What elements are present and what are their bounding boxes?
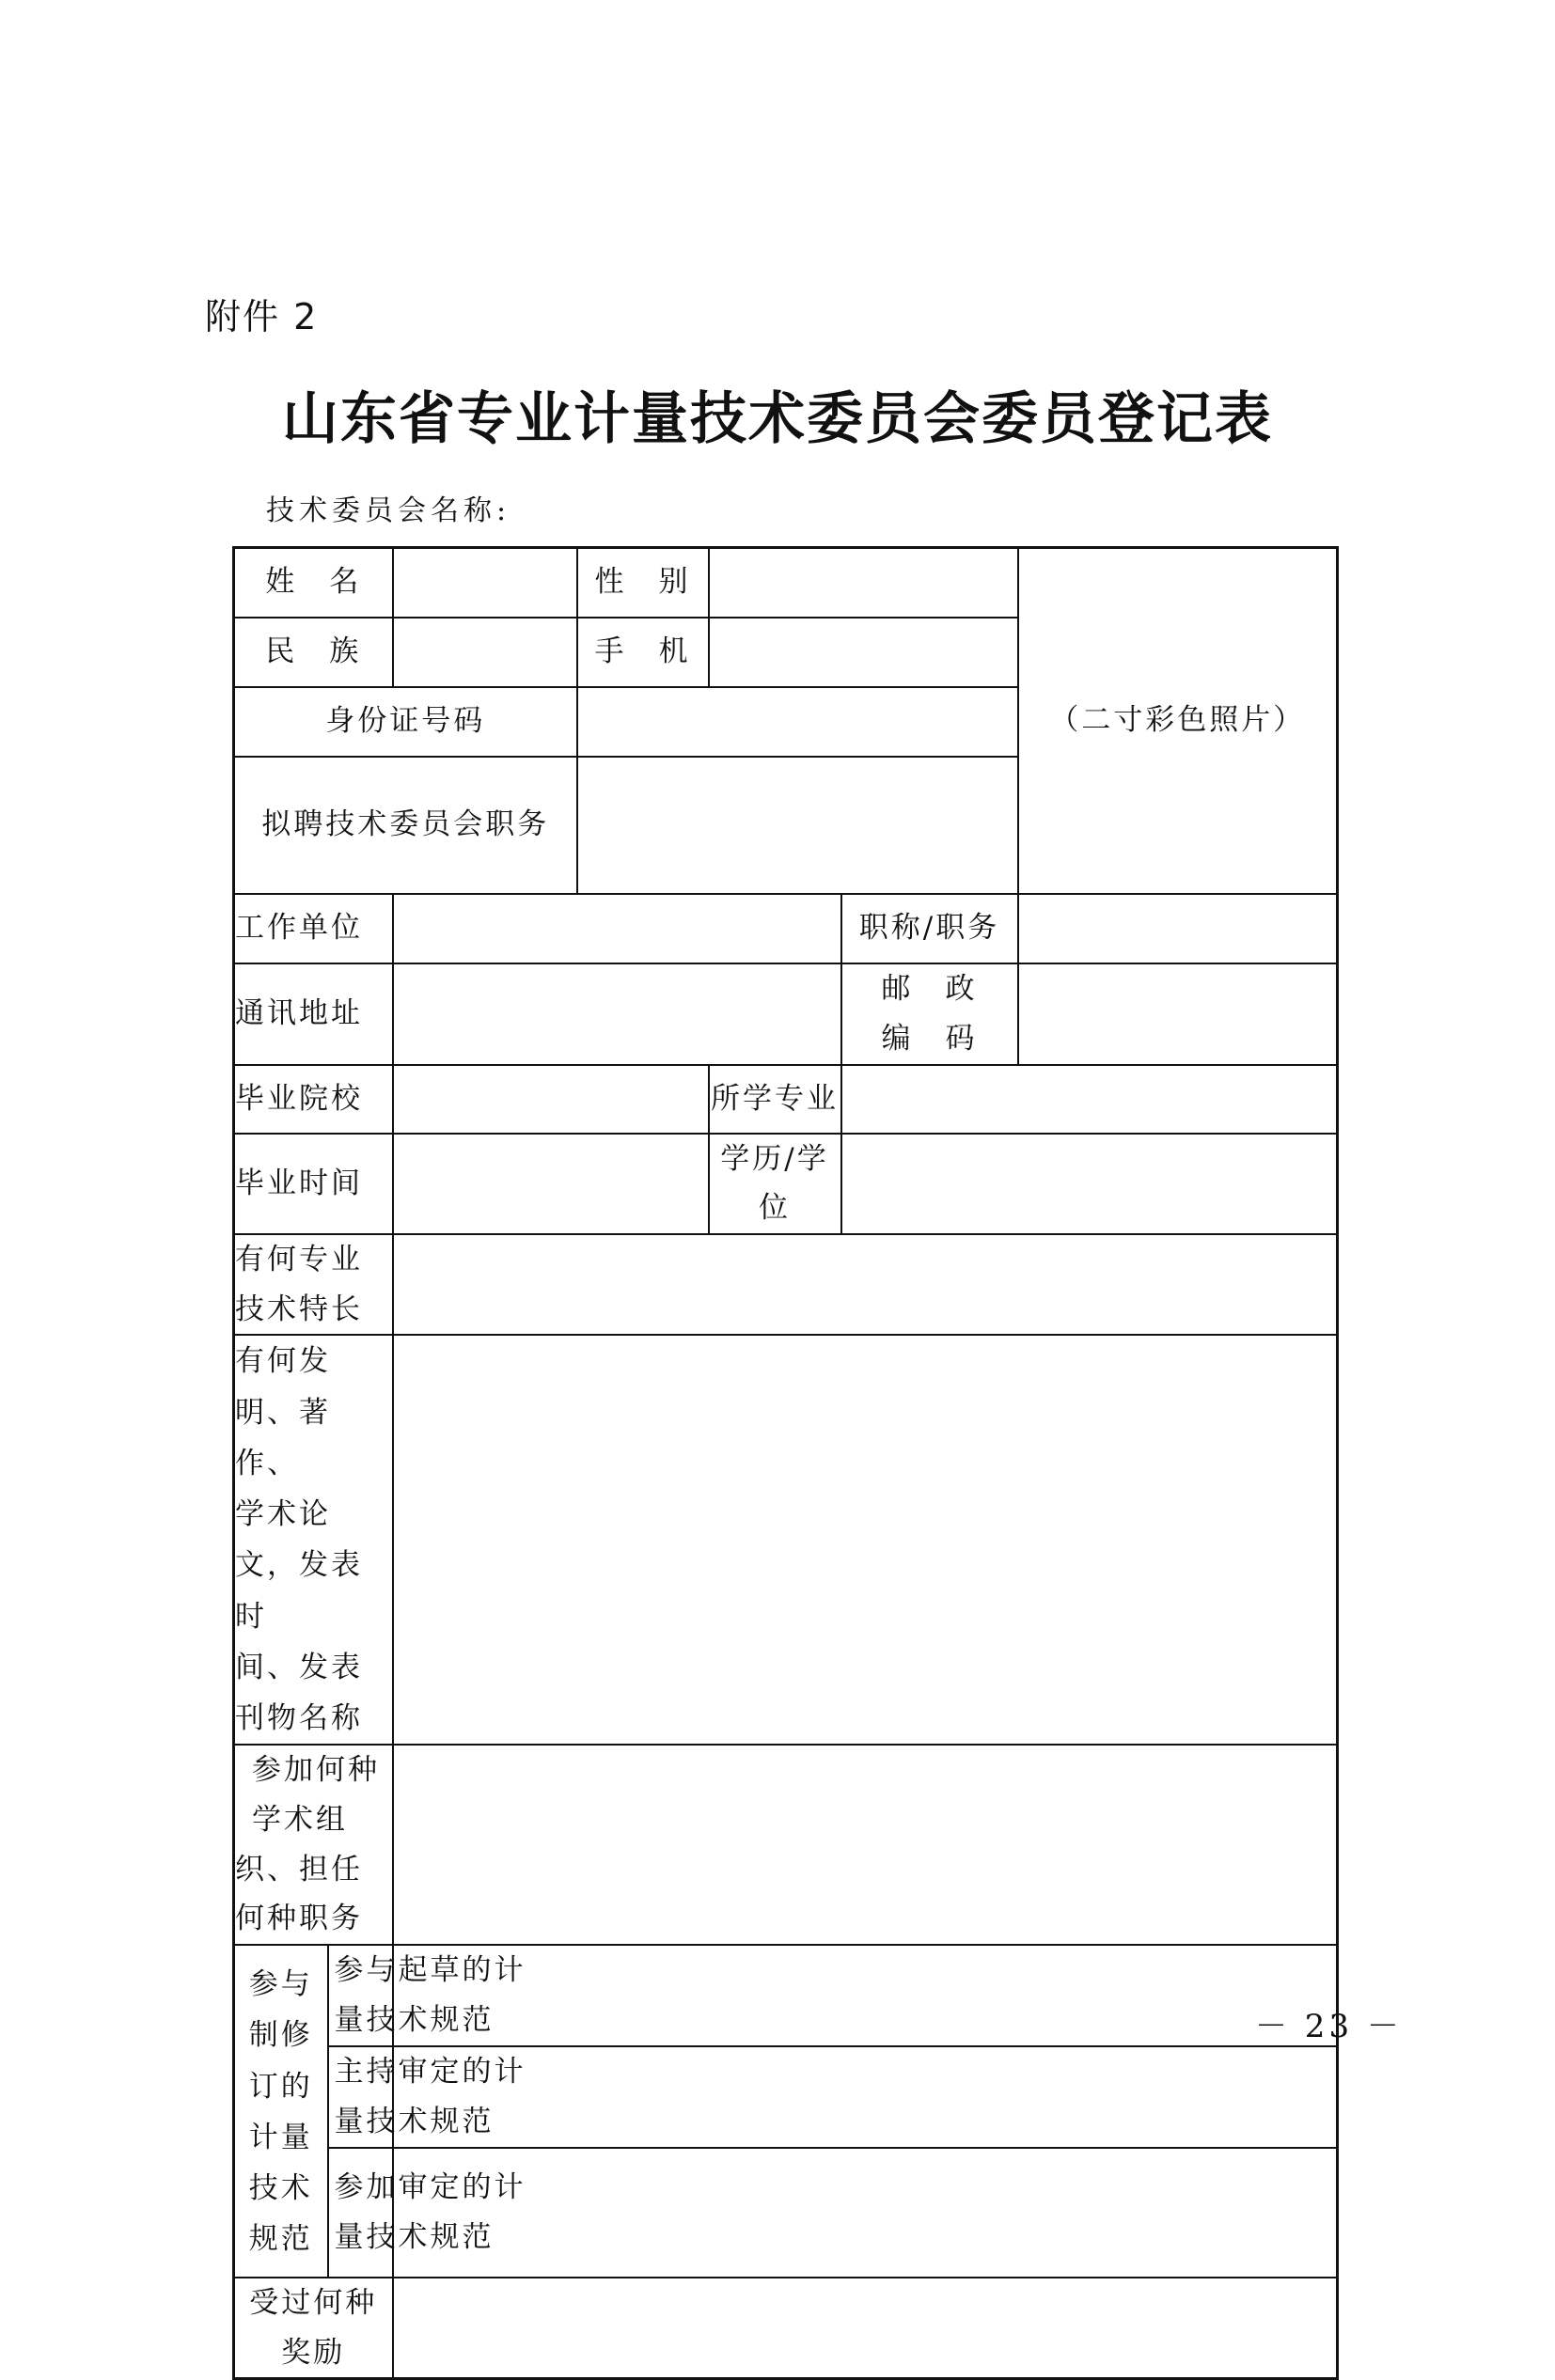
awards-field[interactable] bbox=[393, 2278, 1338, 2379]
workplace-field[interactable] bbox=[393, 894, 841, 963]
publications-field[interactable] bbox=[393, 1335, 1338, 1745]
attachment-label: 附件 2 bbox=[205, 296, 319, 337]
publications-label-line1: 有何发明、著作、 bbox=[235, 1344, 331, 1480]
reviewed-specs-label bbox=[328, 2148, 526, 2278]
drafted-specs-field[interactable] bbox=[393, 1945, 1338, 2046]
school-label: 毕业院校 bbox=[234, 1065, 393, 1134]
address-label: 通讯地址 bbox=[234, 963, 393, 1065]
address-field[interactable] bbox=[393, 963, 841, 1065]
specialty-field[interactable] bbox=[393, 1234, 1338, 1335]
reviewed-label-line1: 参加审定的计 bbox=[334, 2170, 526, 2205]
spec-group-line: 技术 bbox=[248, 2171, 313, 2205]
degree-label: 学历/学位 bbox=[709, 1134, 841, 1234]
spec-group-label bbox=[234, 1945, 328, 2278]
spec-group-line: 订的 bbox=[248, 2069, 313, 2104]
workplace-label: 工作单位 bbox=[234, 894, 393, 963]
organizations-label bbox=[234, 1745, 393, 1945]
form-title: 山东省专业计量技术委员会委员登记表 bbox=[282, 386, 1273, 452]
drafted-label-line1: 参与起草的计 bbox=[334, 1953, 526, 1988]
organizations-field[interactable] bbox=[393, 1745, 1338, 1945]
presided-label-line2: 量技术规范 bbox=[334, 2105, 495, 2138]
spec-group-line: 规范 bbox=[248, 2222, 313, 2257]
position-field[interactable] bbox=[577, 757, 1018, 894]
phone-label: 手 机 bbox=[577, 618, 709, 687]
organizations-label-line2: 织、担任何种职务 bbox=[235, 1852, 363, 1936]
spec-group-line: 计量 bbox=[248, 2120, 313, 2154]
gender-label: 性 别 bbox=[577, 548, 709, 618]
postal-code-field[interactable] bbox=[1018, 963, 1338, 1065]
postal-code-label-line1: 邮 政 bbox=[881, 971, 978, 1006]
id-number-field[interactable] bbox=[577, 687, 1018, 757]
id-number-label: 身份证号码 bbox=[234, 687, 577, 757]
drafted-label-line2: 量技术规范 bbox=[334, 2003, 495, 2037]
awards-label: 受过何种奖励 bbox=[234, 2278, 393, 2379]
ethnicity-label: 民 族 bbox=[234, 618, 393, 687]
major-field[interactable] bbox=[841, 1065, 1338, 1134]
committee-name-label: 技术委员会名称: bbox=[266, 494, 511, 527]
postal-code-label-line2: 编 码 bbox=[881, 1021, 978, 1056]
photo-placeholder[interactable] bbox=[1018, 548, 1338, 894]
title-duty-field[interactable] bbox=[1018, 894, 1338, 963]
spec-group-line: 制修 bbox=[248, 2018, 313, 2053]
presided-specs-label bbox=[328, 2046, 526, 2148]
grad-time-field[interactable] bbox=[393, 1134, 709, 1234]
presided-specs-field[interactable] bbox=[393, 2046, 1338, 2148]
gender-field[interactable] bbox=[709, 548, 1018, 618]
drafted-specs-label bbox=[328, 1945, 526, 2046]
grad-time-label: 毕业时间 bbox=[234, 1134, 393, 1234]
school-field[interactable] bbox=[393, 1065, 709, 1134]
reviewed-label-line2: 量技术规范 bbox=[334, 2220, 495, 2254]
title-duty-label: 职称/职务 bbox=[841, 894, 1018, 963]
name-field[interactable] bbox=[393, 548, 577, 618]
ethnicity-field[interactable] bbox=[393, 618, 577, 687]
position-label: 拟聘技术委员会职务 bbox=[234, 757, 577, 894]
major-label: 所学专业 bbox=[709, 1065, 841, 1134]
reviewed-specs-field[interactable] bbox=[393, 2148, 1338, 2278]
postal-code-label bbox=[841, 963, 1018, 1065]
publications-label-line2: 学术论文，发表时 bbox=[235, 1497, 363, 1634]
publications-label-line3: 间、发表刊物名称 bbox=[235, 1650, 363, 1735]
name-label: 姓 名 bbox=[234, 548, 393, 618]
page-number: － 23 － bbox=[1255, 2008, 1403, 2045]
photo-label: （二寸彩色照片） bbox=[1049, 703, 1306, 738]
phone-field[interactable] bbox=[709, 618, 1018, 687]
presided-label-line1: 主持审定的计 bbox=[334, 2055, 526, 2090]
registration-form bbox=[232, 546, 1339, 2380]
spec-group-line: 参与 bbox=[248, 1967, 313, 2001]
degree-field[interactable] bbox=[841, 1134, 1338, 1234]
specialty-label: 有何专业技术特长 bbox=[234, 1234, 393, 1335]
publications-label bbox=[234, 1335, 393, 1745]
organizations-label-line1: 参加何种学术组 bbox=[252, 1753, 380, 1837]
